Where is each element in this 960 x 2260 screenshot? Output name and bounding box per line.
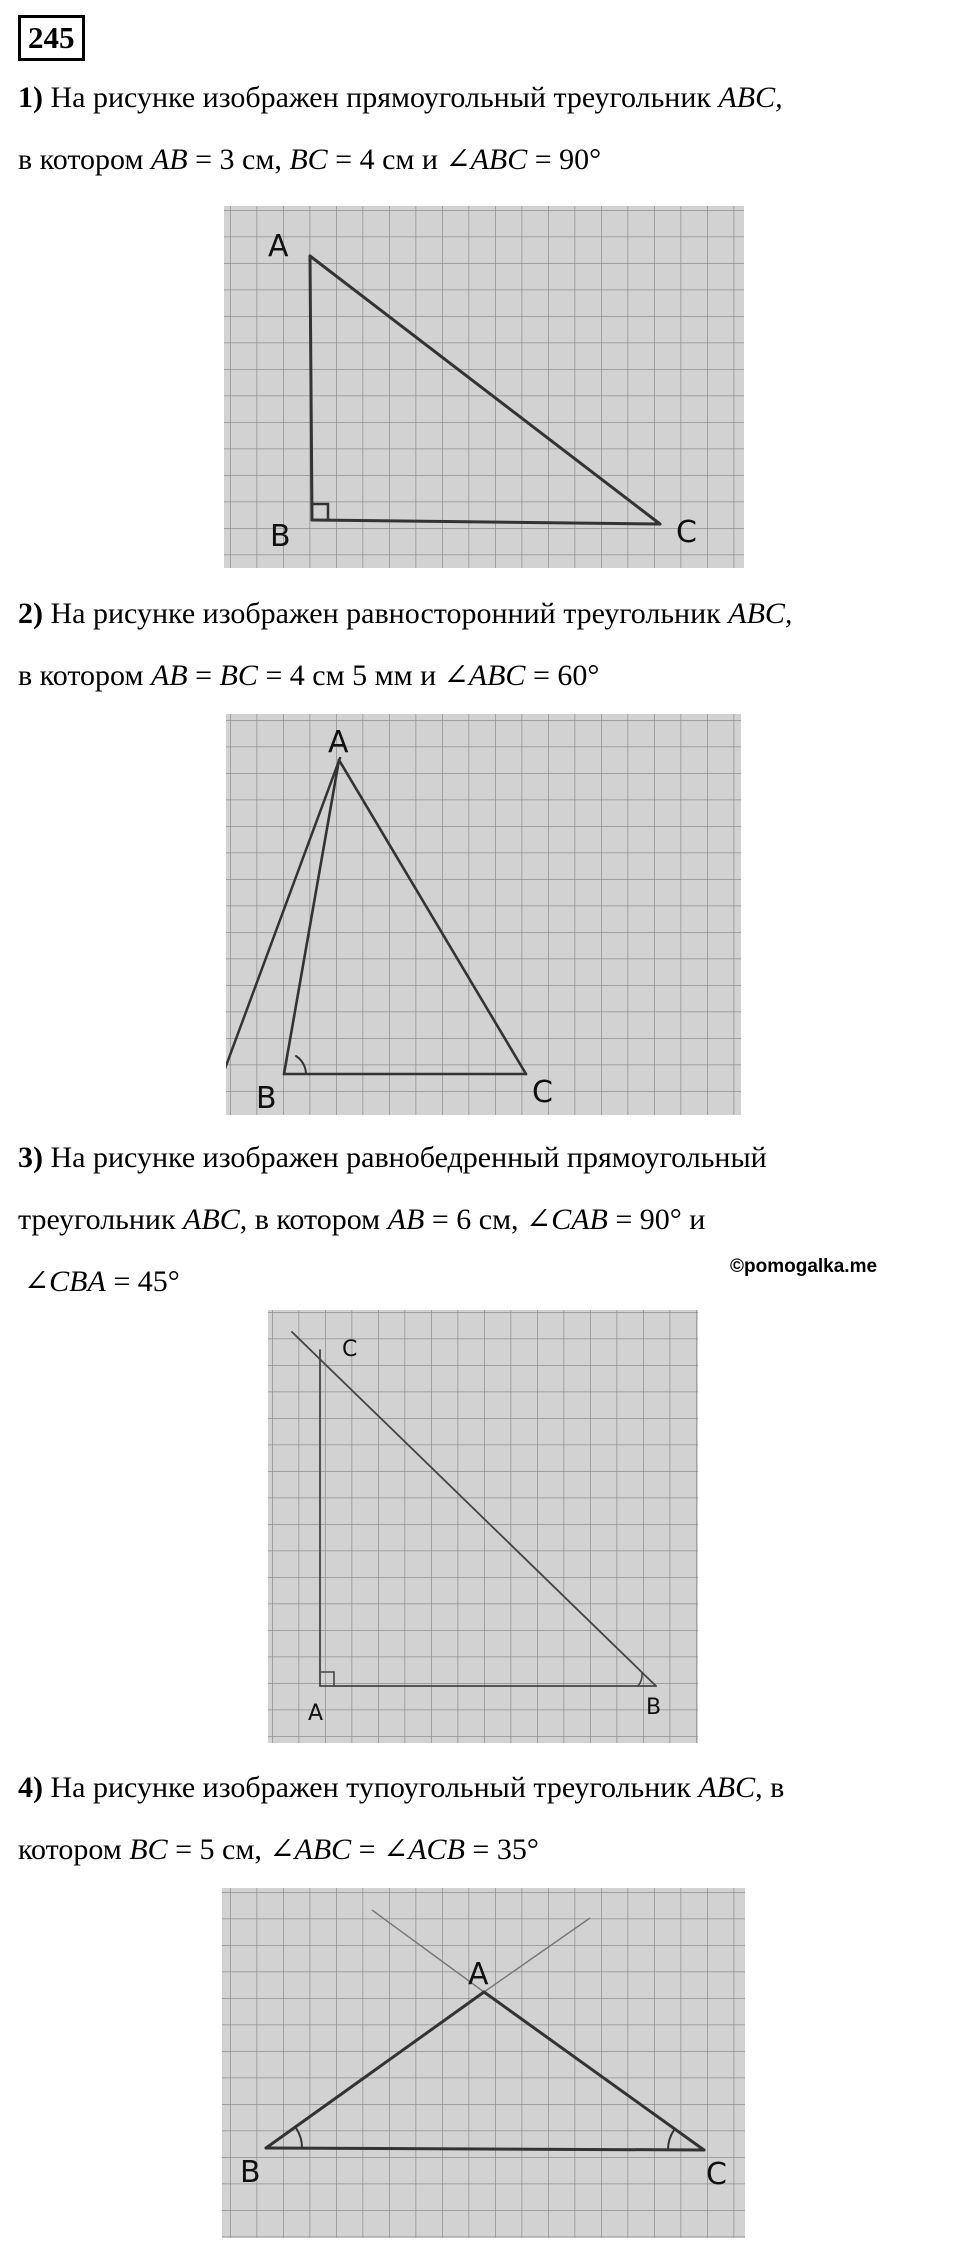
task-2-number: 2) [18,597,43,630]
vertex-c-label: C [676,515,697,550]
task-4-number: 4) [18,1771,43,1804]
task-2-line-2: в котором AB = BC = 4 см 5 мм и ∠ABC = 60° [18,659,600,692]
figure-4-obtuse-triangle [222,1888,745,2238]
vertex-b-label: B [646,1695,662,1720]
vertex-b-label: B [256,1081,277,1115]
task-4-line-2: котором BC = 5 см, ∠ABC = ∠ACB = 35° [18,1833,539,1866]
vertex-a-label: A [328,725,349,760]
task-3-line-1: 3) На рисунке изображен равнобедренный прямоугольный [18,1141,767,1174]
vertex-c-label: C [532,1075,553,1110]
vertex-b-label: B [270,519,291,554]
figure-1-right-triangle [224,206,744,568]
vertex-a-label: A [468,1957,489,1992]
task-3-number: 3) [18,1141,43,1174]
task-1-line-1: 1) На рисунке изображен прямоугольный треугольник ABC, [18,81,783,114]
figure-2-equilateral-triangle [226,714,741,1115]
figure-3-isosceles-right-triangle [268,1310,698,1743]
vertex-c-label: C [706,2157,727,2192]
vertex-c-label: C [342,1337,358,1362]
exercise-number: 245 [18,15,85,61]
side-ab [310,256,312,520]
task-3-line-3: ∠CBA = 45° [24,1265,180,1298]
task-3-line-2: треугольник ABC, в котором AB = 6 см, ∠CAB = 90° и [18,1203,706,1236]
watermark: ©pomogalka.me [730,1256,878,1277]
side-bc [266,2148,704,2150]
vertex-b-label: B [240,2155,261,2190]
task-1-line-2: в котором AB = 3 см, BC = 4 см и ∠ABC = 90° [18,143,602,176]
vertex-a-label: A [308,1701,324,1726]
task-4-line-1: 4) На рисунке изображен тупоугольный треугольник ABC, в [18,1771,785,1804]
task-2-line-1: 2) На рисунке изображен равносторонний треугольник ABC, [18,597,793,630]
task-1-number: 1) [18,81,43,114]
vertex-a-label: A [268,229,289,264]
